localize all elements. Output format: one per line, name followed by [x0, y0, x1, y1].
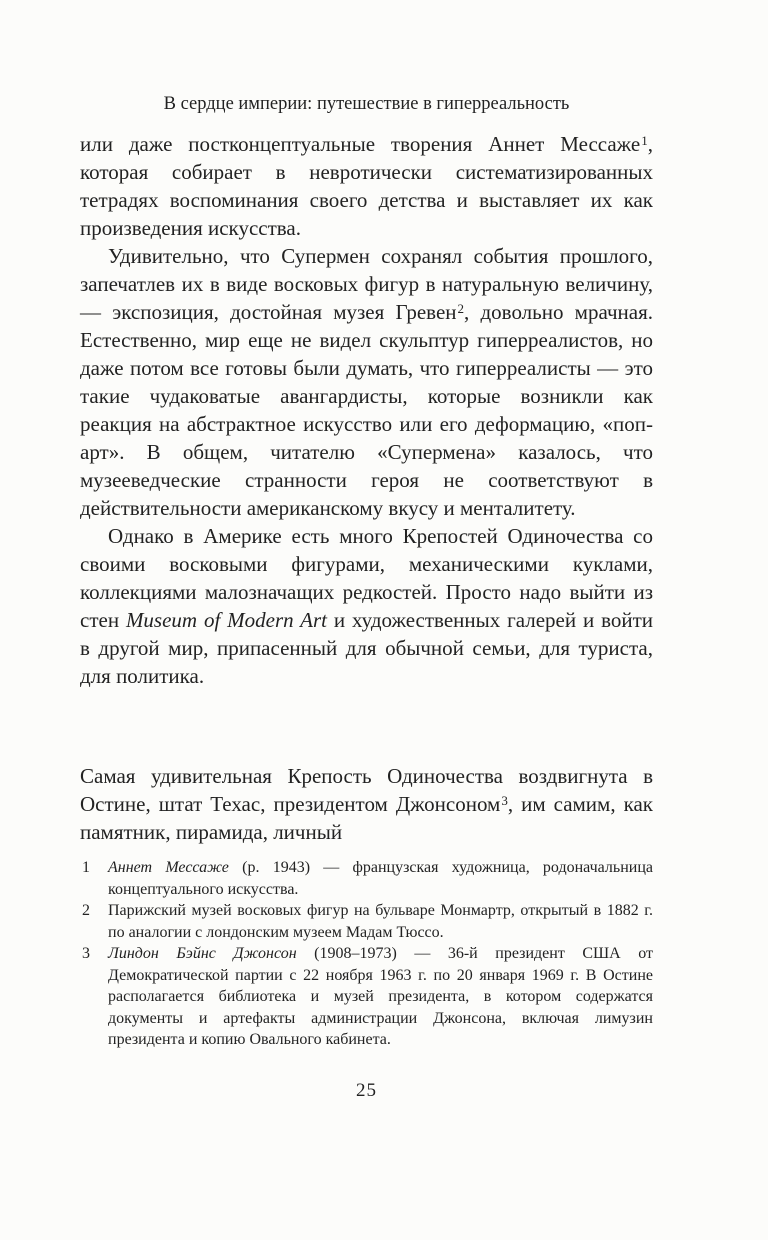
paragraph-3-text-cont: и художественных галерей и войти в другой мир, припасенный для обычной семьи, для туриста, для политика.	[80, 608, 653, 688]
paragraph-2-text: Удивительно, что Супермен сохранял события прошлого, запечатлев их в виде восковых фигур в натуральную величину, — экспозиция, достойная музея Гревен	[80, 244, 653, 324]
paragraph-1-text-cont: , которая собирает в невротически систематизированных тетрадях воспоминания своего детства и выставляет их как произведения искусства.	[80, 132, 653, 240]
footnote-ref-2: 2	[457, 300, 465, 316]
page-number: 25	[356, 1080, 377, 1101]
paragraph-1	[80, 130, 653, 242]
footnote-2-number: 2	[82, 902, 90, 919]
section-paragraph	[80, 762, 653, 846]
section-paragraph-text-cont: , им самим, как памятник, пирамида, личный	[80, 792, 653, 844]
paragraph-2-text-cont: , довольно мрачная. Естественно, мир еще не видел скульптур гиперреалистов, но даже потом все готовы были думать, что гиперреалисты — это такие чудаковатые авангардисты, которые возникли как реакция на абстрактное искусство или его деформацию, «поп-арт». В общем, читателю «Супермена» казалось, что музееведческие странности героя не соответствуют в действительности американскому вкусу и менталитету.	[80, 300, 653, 520]
footnote-3-italic-name: Линдон Бэйнс Джонсон	[108, 945, 297, 962]
footnotes-block	[80, 857, 653, 1051]
footnote-1-text: (р. 1943) — французская художница, родоначальница концептуального искусства.	[108, 859, 653, 898]
footnote-3-number: 3	[82, 945, 90, 962]
paragraph-3	[80, 522, 653, 690]
footnote-ref-3: 3	[501, 792, 508, 808]
footnote-2	[80, 900, 653, 943]
main-text-block	[80, 130, 653, 690]
footnote-3	[80, 943, 653, 1051]
paragraph-3-text: Однако в Америке есть много Крепостей Одиночества со своими восковыми фигурами, механическими куклами, коллекциями малозначащих редкостей. Просто надо выйти из стен	[80, 524, 653, 632]
paragraph-3-italic-title: Museum of Modern Art	[125, 608, 327, 632]
footnote-1-number: 1	[82, 859, 90, 876]
footnote-2-text: Парижский музей восковых фигур на бульваре Монмартр, открытый в 1882 г. по аналогии с лондонским музеем Мадам Тюссо.	[108, 902, 653, 941]
footnote-1-italic-name: Аннет Мессаже	[108, 859, 229, 876]
footnote-ref-1: 1	[641, 132, 648, 148]
section-paragraph-text: Самая удивительная Крепость Одиночества воздвигнута в Остине, штат Техас, президентом Джонсоном	[80, 764, 653, 816]
paragraph-1-text: или даже постконцептуальные творения Аннет Мессаже	[80, 132, 641, 156]
running-header: В сердце империи: путешествие в гиперреальность	[163, 94, 570, 114]
footnote-3-text: (1908–1973) — 36-й президент США от Демократической партии с 22 ноября 1963 г. по 20 января 1969 г. В Остине располагается библиотека и музей президента, в котором содержатся документы и артефакты администрации Джонсона, включая лимузин президента и копию Овального кабинета.	[108, 945, 653, 1048]
new-section-block	[80, 762, 653, 846]
footnote-1	[80, 857, 653, 900]
paragraph-2	[80, 242, 653, 522]
